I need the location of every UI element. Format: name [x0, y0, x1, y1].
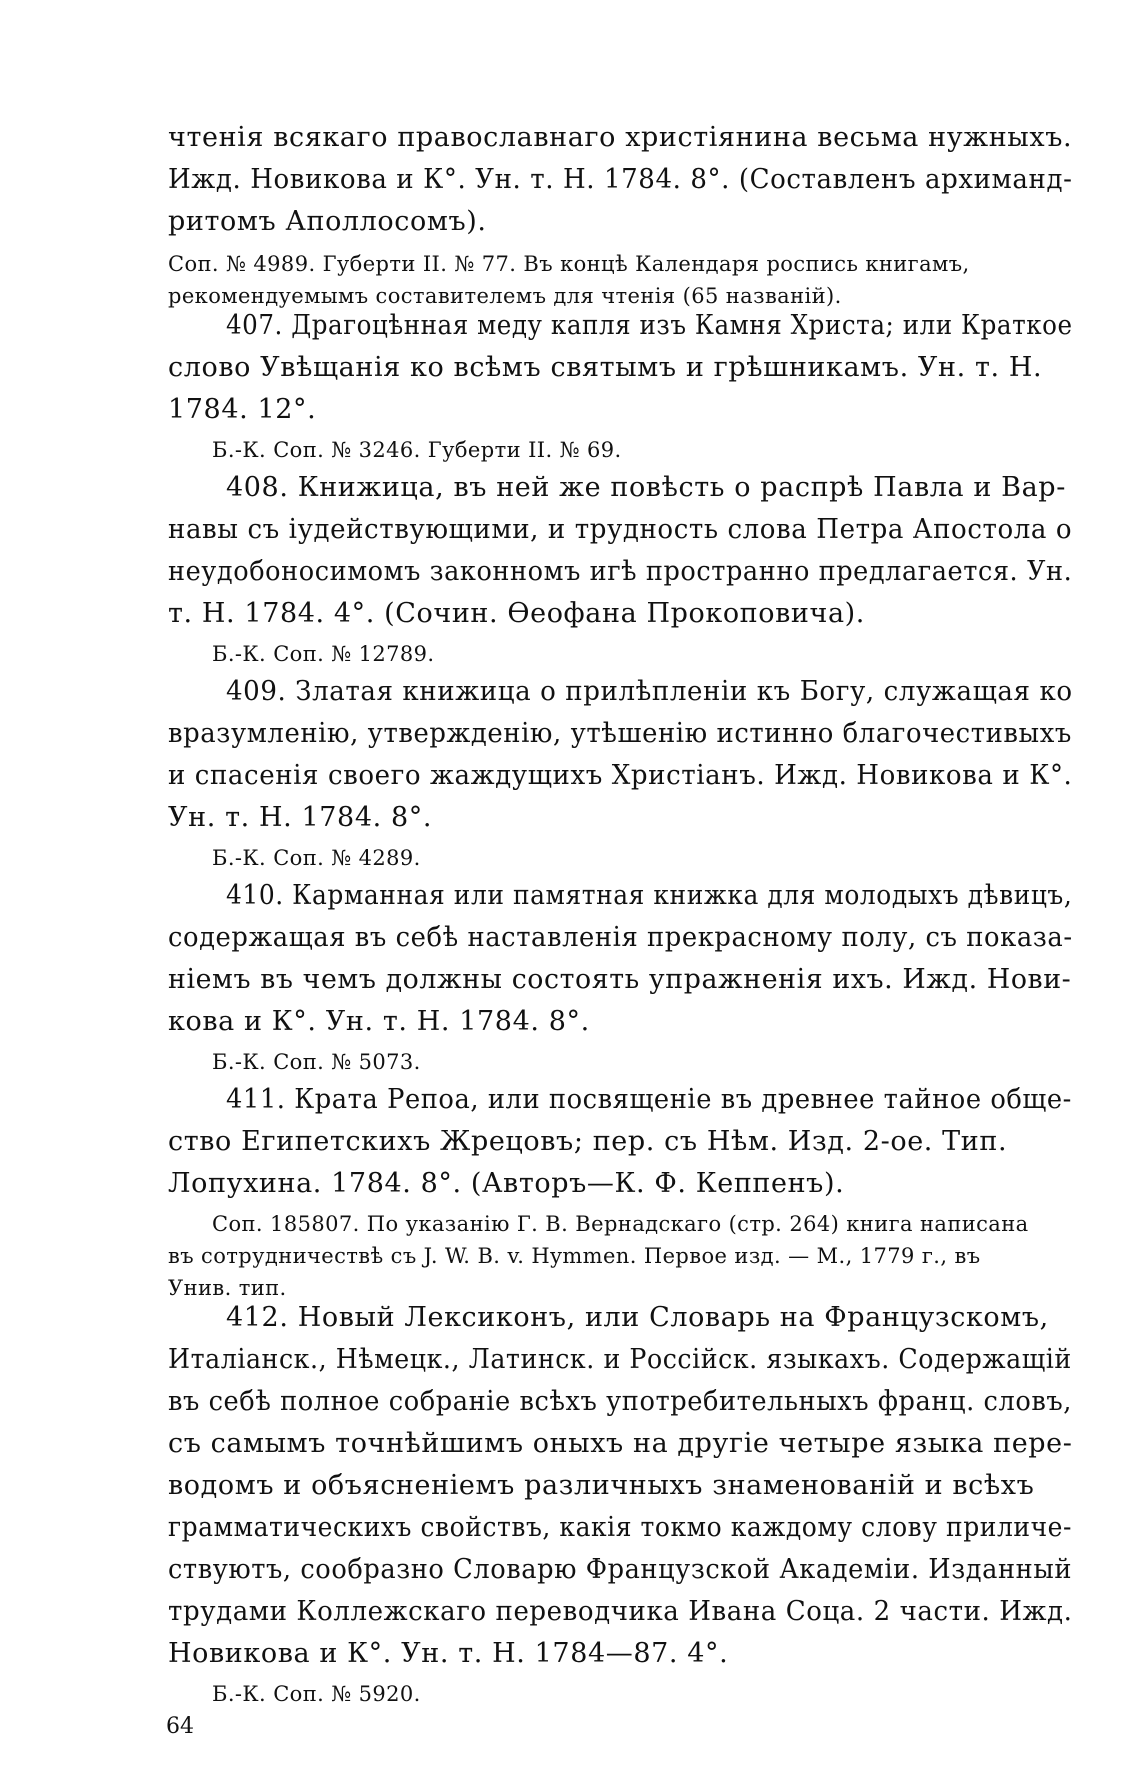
entry-410-line: кова и К°. Ун. т. Н. 1784. 8°. [168, 1006, 590, 1037]
note-406-line: рекомендуемымъ составителемъ для чтенія (65 названій). [168, 284, 842, 308]
entry-411-line: 411. Крата Репоа, или посвященіе въ древнее тайное обще- [226, 1084, 1072, 1115]
entry-406-line: чтенія всякаго православнаго христіянина весьма нужныхъ. [168, 122, 1073, 153]
entry-411-line: ство Египетскихъ Жрецовъ; пер. съ Нѣм. Изд. 2-ое. Тип. [168, 1126, 1008, 1157]
entry-408-line: навы съ іудействующими, и трудность слова Петра Апостола о [168, 514, 1073, 545]
entry-409-line: и спасенія своего жаждущихъ Христіанъ. Ижд. Новикова и К°. [168, 760, 1073, 791]
note-406-line: Соп. № 4989. Губерти II. № 77. Въ концѣ Календаря роспись книгамъ, [168, 252, 970, 276]
entry-410-line: содержащая въ себѣ наставленія прекрасному полу, съ показа- [168, 922, 1073, 953]
entry-410-line: 410. Карманная или памятная книжка для молодыхъ дѣвицъ, [226, 880, 1073, 911]
entry-410-line: ніемъ въ чемъ должны состоять упражненія ихъ. Ижд. Нови- [168, 964, 1072, 995]
entry-406-line: Ижд. Новикова и К°. Ун. т. Н. 1784. 8°. (Составленъ архиманд- [168, 164, 1073, 195]
entry-412-line: водомъ и объясненіемъ различныхъ знаменованій и всѣхъ [168, 1470, 1035, 1501]
entry-407-line: слово Увѣщанія ко всѣмъ святымъ и грѣшникамъ. Ун. т. Н. [168, 352, 1043, 383]
entry-408-line: неудобоносимомъ законномъ игѣ пространно предлагается. Ун. [168, 556, 1073, 587]
note-408-line: Б.-К. Соп. № 12789. [212, 642, 435, 666]
note-411-line: Соп. 185807. По указанію Г. В. Вернадскаго (стр. 264) книга написана [212, 1212, 1029, 1236]
note-411-line: въ сотрудничествѣ съ J. W. B. v. Hymmen. Первое изд. — М., 1779 г., въ [168, 1244, 981, 1268]
entry-412-line: трудами Коллежскаго переводчика Ивана Соца. 2 части. Ижд. [168, 1596, 1073, 1627]
entry-408-line: 408. Книжица, въ ней же повѣсть о распрѣ Павла и Вар- [226, 472, 1066, 503]
note-411-line: Унив. тип. [168, 1276, 287, 1300]
entry-407-line: 1784. 12°. [168, 394, 317, 425]
entry-412-line: съ самымъ точнѣйшимъ оныхъ на другіе четыре языка пере- [168, 1428, 1073, 1459]
note-409-line: Б.-К. Соп. № 4289. [212, 846, 421, 870]
entry-409-line: 409. Златая книжица о прилѣпленіи къ Богу, служащая ко [226, 676, 1073, 707]
entry-412-line: Италіанск., Нѣмецк., Латинск. и Россійск. языкахъ. Содержащій [168, 1344, 1072, 1375]
entry-407-line: 407. Драгоцѣнная меду капля изъ Камня Христа; или Краткое [226, 310, 1073, 341]
entry-412-line: Новикова и К°. Ун. т. Н. 1784—87. 4°. [168, 1638, 729, 1669]
entry-406-line: ритомъ Аполлосомъ). [168, 206, 487, 237]
entry-408-line: т. Н. 1784. 4°. (Сочин. Ѳеофана Прокоповича). [168, 598, 865, 629]
entry-411-line: Лопухина. 1784. 8°. (Авторъ—К. Ф. Кеппенъ). [168, 1168, 845, 1199]
note-407-line: Б.-К. Соп. № 3246. Губерти II. № 69. [212, 438, 622, 462]
entry-412-line: 412. Новый Лексиконъ, или Словарь на Французскомъ, [226, 1302, 1049, 1333]
page-number: 64 [166, 1714, 194, 1739]
entry-409-line: вразумленію, утвержденію, утѣшенію истинно благочестивыхъ [168, 718, 1072, 749]
note-412-line: Б.-К. Соп. № 5920. [212, 1682, 421, 1706]
entry-409-line: Ун. т. Н. 1784. 8°. [168, 802, 433, 833]
entry-412-line: въ себѣ полное собраніе всѣхъ употребительныхъ франц. словъ, [168, 1386, 1072, 1417]
entry-412-line: грамматическихъ свойствъ, какія токмо каждому слову приличе- [168, 1512, 1072, 1543]
note-410-line: Б.-К. Соп. № 5073. [212, 1050, 421, 1074]
entry-412-line: ствуютъ, сообразно Словарю Французской Академіи. Изданный [168, 1554, 1073, 1585]
